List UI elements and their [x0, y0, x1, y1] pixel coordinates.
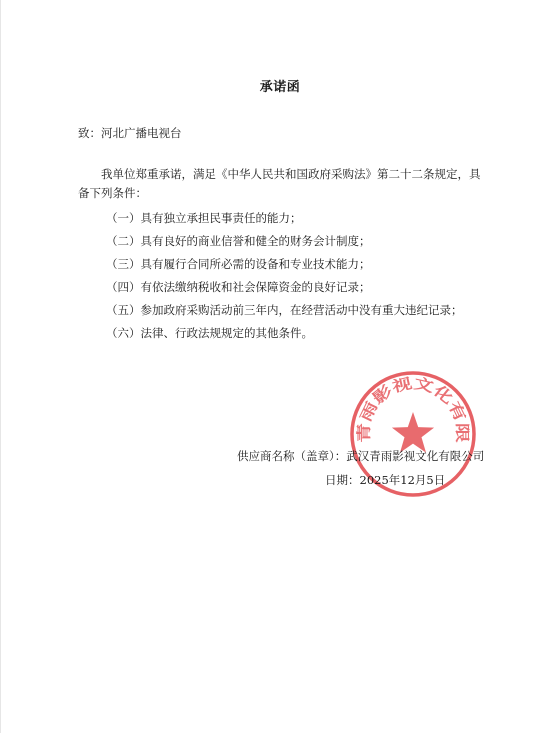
- condition-item: （四）有依法缴纳税收和社会保障资金的良好记录；: [106, 280, 371, 294]
- star-icon: [392, 412, 434, 453]
- conditions-list: [78, 207, 498, 345]
- condition-item: （五）参加政府采购活动前三年内，在经营活动中没有重大违纪记录；: [106, 303, 463, 317]
- condition-item: （三）具有履行合同所必需的设备和专业技术能力；: [106, 257, 371, 271]
- supplier-signature-line: 供应商名称（盖章）：武汉青雨影视文化有限公司: [237, 449, 485, 463]
- date-line: 日期：2025年12月5日: [325, 473, 446, 487]
- intro-paragraph: 我单位郑重承诺，满足《中华人民共和国政府采购法》第二十二条规定，具备下列条件：: [78, 167, 481, 200]
- condition-item: （六）法律、行政法规规定的其他条件。: [106, 326, 313, 340]
- addressee-line: 致：河北广播电视台: [78, 126, 182, 140]
- condition-item: （二）具有良好的商业信誉和健全的财务会计制度；: [106, 234, 371, 248]
- condition-item: （一）具有独立承担民事责任的能力；: [106, 211, 302, 225]
- letter-title: 承诺函: [259, 80, 301, 95]
- seal-text-path: 青雨影视文化有限: [354, 374, 472, 443]
